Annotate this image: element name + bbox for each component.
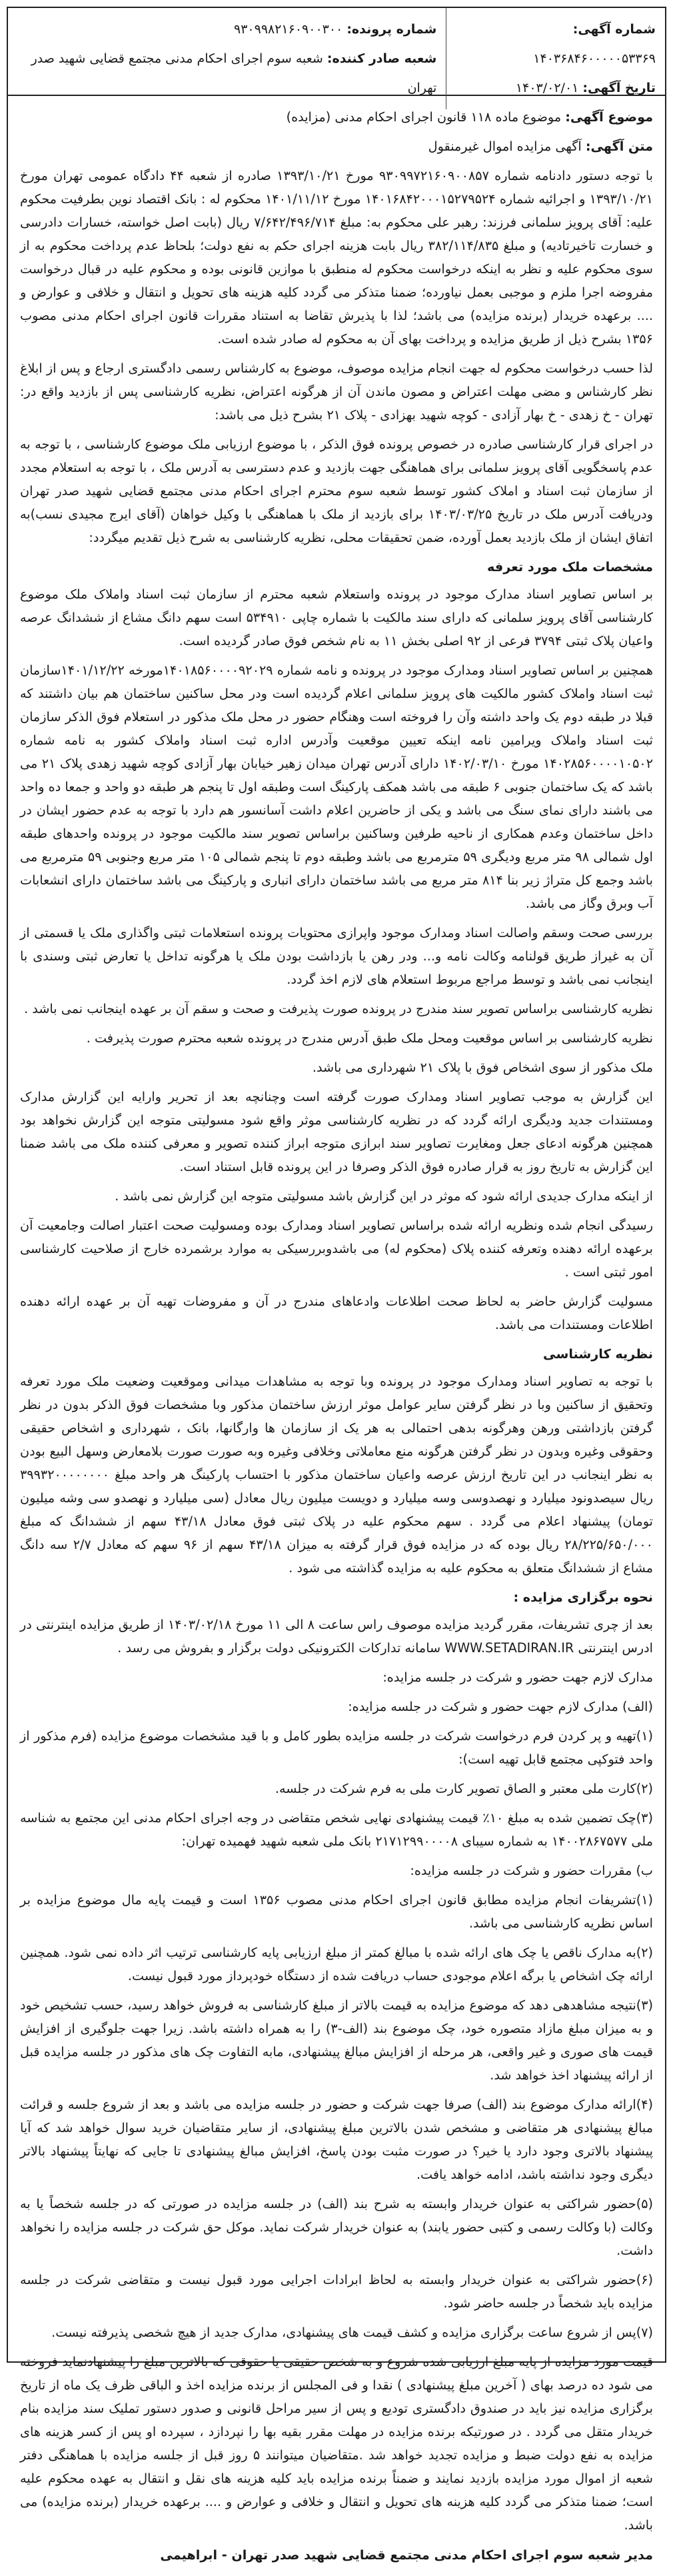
paragraph: بعد از چری تشریفات، مقرر گردید مزایده موصوف راس ساعت ۸ الی ۱۱ مورخ ۱۴۰۳/۰۲/۱۸ از طریق مزایده اینترنتی در ادرس اینترنتی WWW.SETADIRAN.IR سامانه تدارکات الکترونیکی دولت برگزار و بفروش می رسد . <box>20 1617 653 1656</box>
ad-date-value: ۱۴۰۳/۰۲/۰۱ <box>515 81 579 95</box>
case-number-row <box>17 15 436 44</box>
ad-number-row <box>456 15 656 73</box>
subject-text: موضوع ماده ۱۱۸ قانون اجرای احکام مدنی (مزایده) <box>286 109 562 125</box>
paragraph: (۱)تهیه و پر کردن فرم درخواست شرکت در جلسه مزایده بطور کامل و با قید مشخصات موضوع مزایده (فرم مذکور از واحد فتوکپی مجتمع قابل تهیه است): <box>20 1728 653 1767</box>
body-title-text: آگهی مزایده اموال غیرمنقول <box>428 139 582 154</box>
paragraph: با توجه دستور دادنامه شماره ۹۳۰۹۹۷۲۱۶۰۹۰۰۸۵۷ مورخ ۱۳۹۳/۱۰/۲۱ صادره از شعبه ۴۴ دادگاه عمومی تهران مورخ ۱۳۹۳/۱۰/۲۱ و اجرائیه شماره ۱۴۰۱۶۸۴۲۰۰۰۱۵۲۷۹۵۲۴ مورخ ۱۴۰۱/۱۱/۱۲ محکوم له : بانک اقتصاد نوین بطرفیت محکوم علیه: آقای پرویز سلمانی فرزند: رهبر علی محکوم به: مبلغ ۷/۶۴۲/۴۹۶/۷۱۴ ریال (بابت اصل خواسته، خسارات دادرسی و خسارت تاخیرتادیه) و مبلغ ۳۸۲/۱۱۴/۸۳۵ ریال بابت هزینه اجرای حکم به نفع دولت؛ بلحاظ عدم پرداخت محکوم به از سوی محکوم علیه و نظر به اینکه درخواست محکوم له منطبق با موازین قانونی بوده و محکوم علیه در قبال درخواست مفروضه اجرا ملزم و موجبی بعمل نیاورده؛ ضمنا متذکر می گردد کلیه هزینه های تحویل و انتقال و خلافی و عوارض و .... برعهده خریدار (برنده مزایده) می باشد؛ لذا با پذیرش تقاضا به استناد مقررات قانون اجرای احکام مدنی مصوب ۱۳۵۶ بشرح ذیل از طریق مزایده و پرداخت بهای آن به محکوم له صادر شده است. <box>20 168 654 347</box>
signature-line: مدیر شعبه سوم اجرای احکام مدنی مجتمع قضایی شهید صدر تهران - ابراهیمی <box>160 2547 653 2563</box>
paragraph: نظریه کارشناسی براساس تصویر سند مندرج در پرونده صورت پذیرفت و صحت و سقم آن بر عهده اینجانب نمی باشد . <box>24 1001 653 1016</box>
subject-label: موضوع آگهی: <box>565 109 653 125</box>
paragraph: قیمت مورد مزایده از پایه مبلغ ارزیابی شده شروع و به شخص حقیقی یا حقوقی که بالاترین مبلغ را پیشنهادنماید فروخته می شود ده درصد بهای ( آخرین مبلغ پیشنهادی ) نقدا و فی المجلس از برنده مزایده اخذ و الباقی ظرف یک ماه از تاریخ برگزاری مزایده نیز باید در صندوق دادگستری تودیع و پس از سیر مراحل قانونی و صدور دستور تملیک سند مزایده بنام خریدار متقل می گردد . در صورتیکه برنده مزایده در مهلت مقرر بقیه بها را نپردازد ، سپرده او پس از کسر هزینه های مزایده به نفع دولت ضبط و مزایده تجدید خواهد شد .متقاضیان میتوانند ۵ روز قبل از جلسه مزایده با هماهنگی دفتر شعبه از اموال مورد مزایده بازدید نمایند و ضمناً برنده مزایده باید کلیه هزینه های نقل و انتقال به عهده محکوم علیه است؛ ضمنا متذکر می گردد کلیه هزینه های تحویل و انتقال و خلافی و عوارض و .... برعهده خریدار (برنده مزایده) می باشد. <box>20 2354 653 2533</box>
paragraph: این گزارش به موجب تصاویر اسناد ومدارک صورت گرفته است وچنانچه بعد از تحریر وارایه این گزارش مدارک ومستندات جدید ودیگری ارائه گردد که در نظریه کارشناسی موثر واقع شود مسولیتی متوجه این گزارش نخواهد بود همچنین هرگونه ادعای جعل ومغایرت تصاویر سند ابرازی متوجه ابراز کننده تصویر و معرفی کننده ملک می باشد ضمنا این گزارش به تاریخ روز به قرار صادره فوق الذکر وصرفا در این پرونده قابل استناد است. <box>20 1089 653 1174</box>
notice-page <box>7 7 666 2563</box>
paragraph: نظریه کارشناسی بر اساس موقعیت ومحل ملک طبق آدرس مندرج در پرونده شعبه محترم صورت پذیرفت . <box>86 1030 653 1046</box>
paragraph: ملک مذکور از سوی اشخاص فوق با پلاک ۲۱ شهرداری می باشد. <box>312 1060 653 1075</box>
body-title-line <box>20 135 653 158</box>
case-number-label: شماره پرونده: <box>346 22 437 37</box>
case-number-value: ۹۳۰۹۹۸۲۱۶۰۹۰۰۳۰۰ <box>234 22 343 37</box>
ad-number-label: شماره آگهی: <box>572 22 656 37</box>
paragraph: از اینکه مدارک جدیدی ارائه شود که موثر در این گزارش باشد مسولیتی متوجه این گزارش نمی باشد . <box>115 1188 653 1204</box>
paragraph: لذا حسب درخواست محکوم له جهت انجام مزایده موصوف، موضوع به کارشناس رسمی دادگستری ارجاع و پس از ابلاغ نظر کارشناس و مضی مهلت اعتراض و مصون ماندن آن از هرگونه اعتراض، نظریه کارشناسی پس از بازدید واقع در: تهران - خ زهدی - خ بهار آزادی - کوچه شهید بهزادی - پلاک ۲۱ بشرح ذیل می باشد: <box>20 361 653 423</box>
paragraph: رسیدگی انجام شده ونظریه ارائه شده براساس تصاویر اسناد ومدارک بوده ومسولیت صحت اعتبار اصالت وجامعیت آن برعهده ارائه دهنده وتعرفه کننده پلاک (محکوم له) می باشدوبررسیکی به موارد برشمرده خارج از صلاحیت کارشناسی امور ثبتی است . <box>20 1218 653 1280</box>
paragraph: (۲)کارت ملی معتبر و الصاق تصویر کارت ملی به فرم شرکت در جلسه. <box>275 1781 653 1796</box>
paragraph: (الف) مدارک لازم جهت حضور و شرکت در جلسه مزایده: <box>348 1699 653 1714</box>
paragraph: (۳)چک تضمین شده به مبلغ ۱۰٪ قیمت پیشنهادی نهایی شخص متقاضی در وجه اجرای احکام مدنی این مجتمع به شناسه ملی ۱۴۰۰۲۸۶۷۵۷۷ به شماره سیبای ۲۱۷۱۲۹۹۰۰۰۰۸ بانک ملی شعبه شهید فهمیده تهران: <box>20 1810 653 1849</box>
notice-header <box>8 8 665 96</box>
body-title-label: متن آگهی: <box>585 139 653 154</box>
section-heading-expert-opinion: نظریه کارشناسی <box>543 1346 653 1362</box>
section-heading-property: مشخصات ملک مورد تعرفه <box>487 559 653 575</box>
header-case-info <box>8 8 446 109</box>
ad-date-row <box>456 73 656 103</box>
header-ad-info <box>446 8 665 109</box>
paragraph: (۱)تشریفات انجام مزایده مطابق قانون اجرای احکام مدنی مصوب ۱۳۵۶ است و قیمت پایه مال موضوع مزایده بر اساس نظریه کارشناسی می باشد. <box>20 1892 653 1931</box>
paragraph: ب) مقررات حضور و شرکت در جلسه مزایده: <box>410 1863 653 1878</box>
court-row <box>17 44 436 103</box>
paragraph: بررسی صحت وسقم واصالت اسناد ومدارک موجود واپرازی محتویات پرونده استعلامات ثبتی واگذاری ملک یا قسمتی از آن به غیراز طریق قولنامه وکالت نامه و... ودر رهن یا بازداشت بودن ملک یا هرگونه تداخل یا تعارض ثبتی وسندی با اینجانب نمی باشد و توسط مراجع مربوط استعلام های لازم اخذ گردد. <box>20 925 653 987</box>
paragraph: (۷)پس از شروع ساعت برگزاری مزایده و کشف قیمت های پیشنهادی، مدارک جدید از هیچ شخصی پذیرفته نیست. <box>51 2325 653 2340</box>
paragraph: مسولیت گزارش حاضر به لحاظ صحت اطلاعات وادعاهای مندرج در آن و مفروضات تهیه آن بر عهده ارائه دهنده اطلاعات ومستندات می باشد. <box>20 1294 653 1332</box>
paragraph: مدارک لازم جهت حضور و شرکت در جلسه مزایده: <box>382 1670 653 1685</box>
ad-date-label: تاریخ آگهی: <box>582 81 656 95</box>
paragraph: (۵)حضور شراکتی به عنوان خریدار وابسته به شرح بند (الف) در جلسه مزایده در صورتی که در جلسه شخصاً یا به وکالت (با وکالت رسمی و کتبی حضور یابند) به عنوان خریدار شرکت نماید. موکل حق شرکت در جلسه مزایده را نخواهد داشت. <box>20 2196 653 2258</box>
paragraph: در اجرای قرار کارشناسی صادره در خصوص پرونده فوق الذکر ، با موضوع ارزیابی ملک موضوع کارشناسی ، با توجه به عدم پاسخگویی آقای پرویز سلمانی برای هماهنگی جهت بازدید و عدم دسترسی به آدرس ملک ، با توجه به استعلام مجدد از سازمان ثبت اسناد و املاک کشور توسط شعبه سوم محترم اجرای احکام مدنی مجتمع قضایی شهید صدر تهران ودریافت آدرس ملک در تاریخ ۱۴۰۳/۰۳/۲۵ برای بازدید از ملک با هماهنگی با وکیل خواهان (آقای ایرج مجیدی نسب)به اتفاق ایشان از ملک بازدید بعمل آورده، ضمن تحقیقات محلی، نظریه کارشناسی به شرح ذیل تقدیم میگردد: <box>20 437 653 545</box>
ad-number-value: ۱۴۰۳۶۸۴۶۰۰۰۰۰۵۳۳۶۹ <box>533 51 656 66</box>
court-label: شعبه صادر کننده: <box>327 51 437 66</box>
paragraph: (۲)به مدارک ناقص یا چک های ارائه شده با مبالغ کمتر از مبلغ ارزیابی پایه کارشناسی ترتیب اثر داده نمی شود. همچنین ارائه چک اشخاص یا برگه اعلام موجودی حساب دریافت شده از دستگاه خودپرداز مورد قبول نیست. <box>20 1945 653 1983</box>
paragraph: بر اساس تصاویر اسناد مدارک موجود در پرونده واستعلام شعبه محترم از سازمان ثبت اسناد واملاک ملک موضوع کارشناسی آقای پرویز سلمانی که دارای سند مالکیت با شماره چاپی ۵۳۴۹۱۰ است سهم دانگ مشاع از ششدانگ عرصه واعیان پلاک ثبتی ۳۷۹۴ فرعی از ۹۲ اصلی بخش ۱۱ به نام شخص فوق صادر گردیده است. <box>20 587 653 648</box>
paragraph: با توجه به تصاویر اسناد ومدارک موجود در پرونده وبا توجه به مشاهدات میدانی وموقعیت وضعیت ملک مورد تعرفه وتحقیق از ساکنین وبا در نظر گرفتن سایر عوامل موثر ارزش ساختمان مذکور وبا مشخصات فوق الذکر بدون در نظر گرفتن بازداشتی ورهن وهرگونه بدهی احتمالی به هر یک از سازمان ها وارگانها، بانک ، شهرداری و اشخاص حقیقی وحقوقی وغیره وبدون در نظر گرفتن هرگونه منع معاملاتی وخلافی وغیره وبه صورت صورت بلامعارض وسهل البیع بودن به نظر اینجانب در این تاریخ ارزش عرصه واعیان ساختمان مذکور با احتساب پارکینگ هر واحد مبلغ ۳۹۹۳۲۰۰۰۰۰۰۰۰ ریال سیصدونود میلیارد و نهصدوسی وسه میلیارد و دویست میلیون ریال معادل (سی میلیارد و نهصدو سی وشه میلیون تومان) پیشنهاد اعلام می گردد . سهم محکوم علیه در پلاک ثبتی فوق معادل ۴۳/۱۸ سهم از ششدانگ که مبلغ ۲۸/۲۲۵/۶۵۰/۰۰۰ ریال بوده که در مزایده فوق قرار گرفته به میزان ۴۳/۱۸ سهم از ۹۶ سهم که معادل ۲/۷ سه دانگ مشاع از ششدانگ متعلق به محکوم علیه به مزایده گذاشته می شود . <box>20 1374 654 1576</box>
notice-content <box>8 96 665 2576</box>
paragraph: همچنین بر اساس تصاویر اسناد ومدارک موجود در پرونده و نامه شماره ۱۴۰۱۸۵۶۰۰۰۰۹۲۰۲۹مورخه ۱۴۰۱/۱۲/۲۲سازمان ثبت اسناد واملاک کشور مالکیت های پرویز سلمانی اعلام گردیده است ودر محل ساکنین ساختمان هم بیان داشتند که قبلا در طبقه دوم یک واحد داشته وآن را فروخته است وهنگام حضور در محل ملک مذکور در استعلام فوق الذکر سازمان ثبت اسناد واملاک ویرامین نامه اینکه تعیین موقعیت وآدرس اداره ثبت اسناد واملاک کشور به نامه شماره ۱۴۰۲۸۵۶۰۰۰۰۱۰۵۰۲ مورخ ۱۴۰۲/۰۳/۱۰ دارای آدرس تهران میدان زهیر خیابان بهار آزادی کوچه شهید زهدی پلاک ۲۱ می باشد که یک ساختمان جنوبی ۶ طبقه می باشد همکف پارکینگ است وطبقه اول تا پنجم هر طبقه دو واحد و جمعا ده واحد می باشند دارای نمای سنگ می باشد و یکی از حاضرین اعلام داشت آسانسور هم دارد با توجه به عدم حضور ایشان در داخل ساختمان وعدم همکاری از ناحیه طرفین وساکنین براساس تصویر سند مالکیت موجود در پرونده واحدهای طبقه اول شمالی ۹۸ متر مربع ودیگری ۵۹ مترمربع می باشد وطبقه دوم تا پنجم شمالی ۱۰۵ متر مربع وجنوبی ۵۹ مترمربع می باشد وجمع کل متراژ زیر بنا ۸۱۴ متر مربع می باشد ساختمان دارای انباری و پارکینگ می باشد ساختمان دارای انشعابات آب وبرق وگاز می باشد. <box>20 662 654 911</box>
paragraph: (۳)نتیجه مشاهدهی دهد که موضوع مزایده به قیمت بالاتر از مبلغ کارشناسی به فروش خواهد رسید، حسب تشخیص خود و به میزان مبلغ مازاد متصوره خود، چک موضوع بند (الف-۳) را به همراه داشته باشد. زیرا جهت جلوگیری از افزایش قیمت های صوری و غیر واقعی، هر مرحله از افزایش مبالغ پیشنهادی، مابه التفاوت چک های مذکور در جلسه مزایده قبل از ارائه پیشنهاد اخذ خواهد شد. <box>20 1997 653 2083</box>
paragraph: (۶)حضور شراکتی به عنوان خریدار وابسته به لحاظ ابرادات اجرایی مورد قبول نیست و متقاضی شرکت در جلسه مزایده باید شخصاً در جلسه حاضر شود. <box>20 2272 653 2311</box>
section-heading-auction-procedure: نحوه برگزاری مزایده : <box>513 1590 653 1605</box>
court-value: شعبه سوم اجرای احکام مدنی مجتمع قضایی شهید صدر تهران <box>31 51 437 95</box>
paragraph: (۴)ارائه مدارک موضوع بند (الف) صرفا جهت شرکت و حضور در جلسه مزایده می باشد و بعد از شروع جلسه و قرائت مبالغ پیشنهادی هر متقاضی و مشخص شدن بالاترین مبلغ پیشنهادی، از سایر متقاضیان خرید سوال خواهد شد که آیا پیشنهاد بالاتری وجود دارد یا خیر؟ در صورت مثبت بودن پاسخ، افزایش مبالغ پیشنهادی تا جایی که نهایتاً پیشنهاد بالاتر دیگری وجود نداشته باشد، ادامه خواهد یافت. <box>20 2097 653 2182</box>
